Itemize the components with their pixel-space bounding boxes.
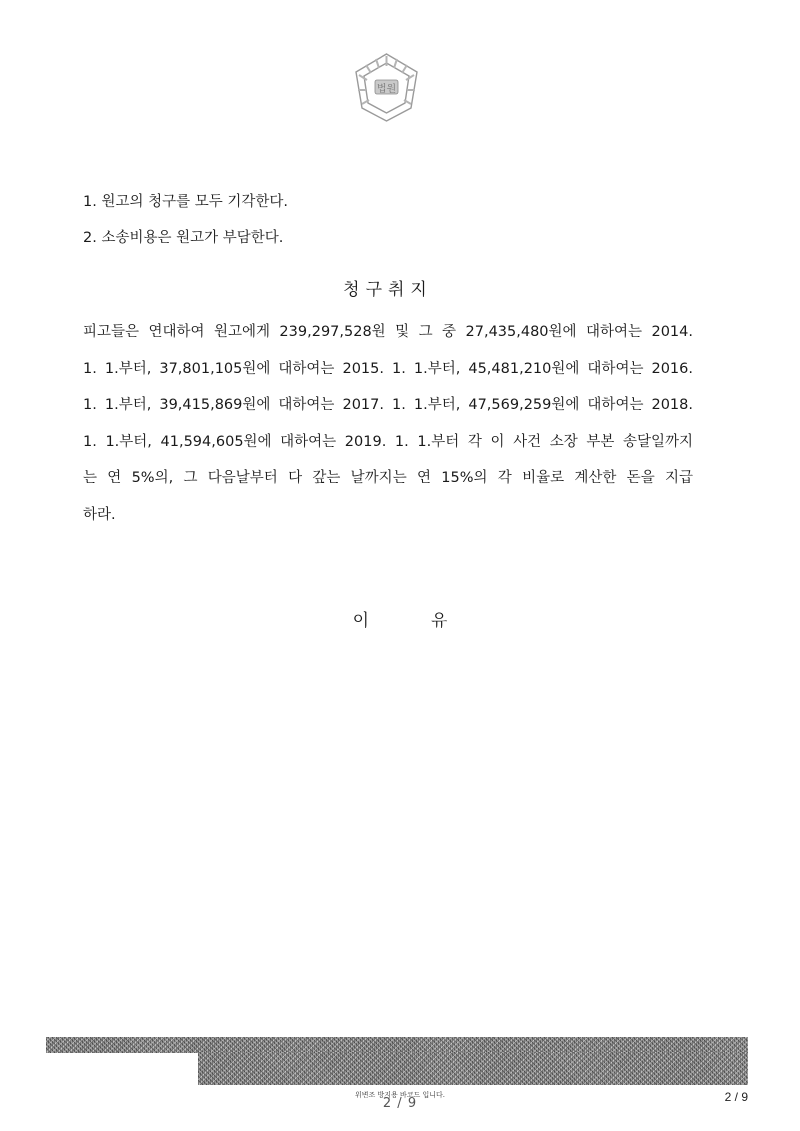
anti-forgery-barcode-bottom xyxy=(198,1052,748,1085)
court-seal-label: 법원 xyxy=(376,84,397,95)
ruling-item-1: 1. 원고의 청구를 모두 기각한다. xyxy=(83,194,288,210)
reason-heading xyxy=(0,606,800,631)
claim-paragraph xyxy=(83,314,693,533)
claim-line-5: 는 연 5%의, 그 다음날부터 다 갚는 날까지는 연 15%의 각 비율로 계산한 돈을 지급 xyxy=(83,470,693,486)
page-number-right: 2 / 9 xyxy=(724,1090,748,1104)
claim-line-2: 1. 1.부터, 37,801,105원에 대하여는 2015. 1. 1.부터, 45,481,210원에 대하여는 2016. xyxy=(83,360,693,377)
claim-line-6: 하라. xyxy=(83,506,116,523)
barcode-note: 위변조 방지용 바코드 입니다. xyxy=(354,1091,446,1099)
reason-heading-char-1: 이 xyxy=(352,611,369,631)
ruling-item-2: 2. 소송비용은 원고가 부담한다. xyxy=(83,230,284,246)
document-body xyxy=(83,184,693,533)
court-seal xyxy=(349,50,424,125)
claim-heading: 청구취지 xyxy=(343,280,433,300)
reason-heading-char-2: 유 xyxy=(431,611,448,631)
claim-line-3: 1. 1.부터, 39,415,869원에 대하여는 2017. 1. 1.부터, 47,569,259원에 대하여는 2018. xyxy=(83,397,693,413)
claim-line-4: 1. 1.부터, 41,594,605원에 대하여는 2019. 1. 1.부터 각 이 사건 소장 부본 송달일까지 xyxy=(83,433,693,450)
anti-forgery-barcode-top xyxy=(46,1037,748,1053)
page-number-center: 2 / 9 xyxy=(382,1096,418,1111)
claim-line-1: 피고들은 연대하여 원고에게 239,297,528원 및 그 중 27,435,480원에 대하여는 2014. xyxy=(83,324,693,340)
